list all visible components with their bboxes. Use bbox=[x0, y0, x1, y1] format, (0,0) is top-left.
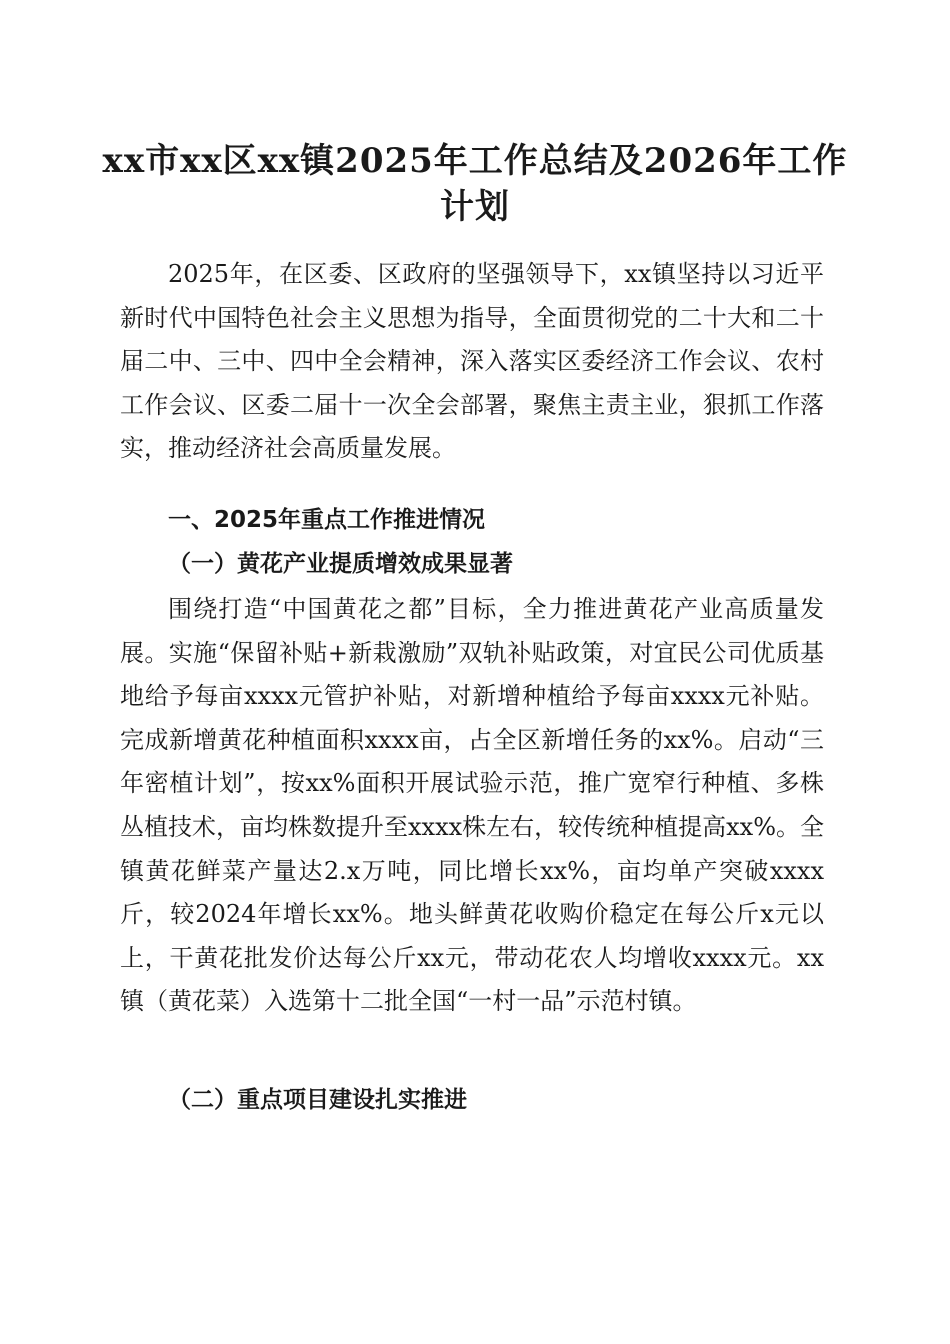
intro-paragraph: 2025年，在区委、区政府的坚强领导下，xx镇坚持以习近平新时代中国特色社会主义思想为指导，全面贯彻党的二十大和二十届二中、三中、四中全会精神，深入落实区委经济工作会议、农村工作会议、区委二届十一次全会部署，聚焦主责主业，狠抓工作落实，推动经济社会高质量发展。 bbox=[120, 260, 824, 463]
subsection-heading-2: （二）重点项目建设扎实推进 bbox=[168, 1086, 467, 1113]
section-heading-1: 一、2025年重点工作推进情况 bbox=[168, 507, 486, 533]
document-title: xx市xx区xx镇2025年工作总结及2026年工作计划 bbox=[102, 141, 848, 227]
subsection-heading-1: （一）黄花产业提质增效成果显著 bbox=[168, 550, 513, 577]
huanghua-paragraph: 围绕打造“中国黄花之都”目标，全力推进黄花产业高质量发展。实施“保留补贴+新栽激励”双轨补贴政策，对宜民公司优质基地给予每亩xxxx元管护补贴，对新增种植给予每亩xxxx元补贴。完成新增黄花种植面积xxxx亩，占全区新增任务的xx%。启动“三年密植计划”，按xx%面积开展试验示范，推广宽窄行种植、多株丛植技术，亩均株数提升至xxxx株左右，较传统种植提高xx%。全镇黄花鲜菜产量达2.x万吨，同比增长xx%，亩均单产突破xxxx斤，较2024年增长xx%。地头鲜黄花收购价稳定在每公斤x元以上，干黄花批发价达每公斤xx元，带动花农人均增收xxxx元。xx镇（黄花菜）入选第十二批全国“一村一品”示范村镇。 bbox=[120, 595, 825, 1016]
